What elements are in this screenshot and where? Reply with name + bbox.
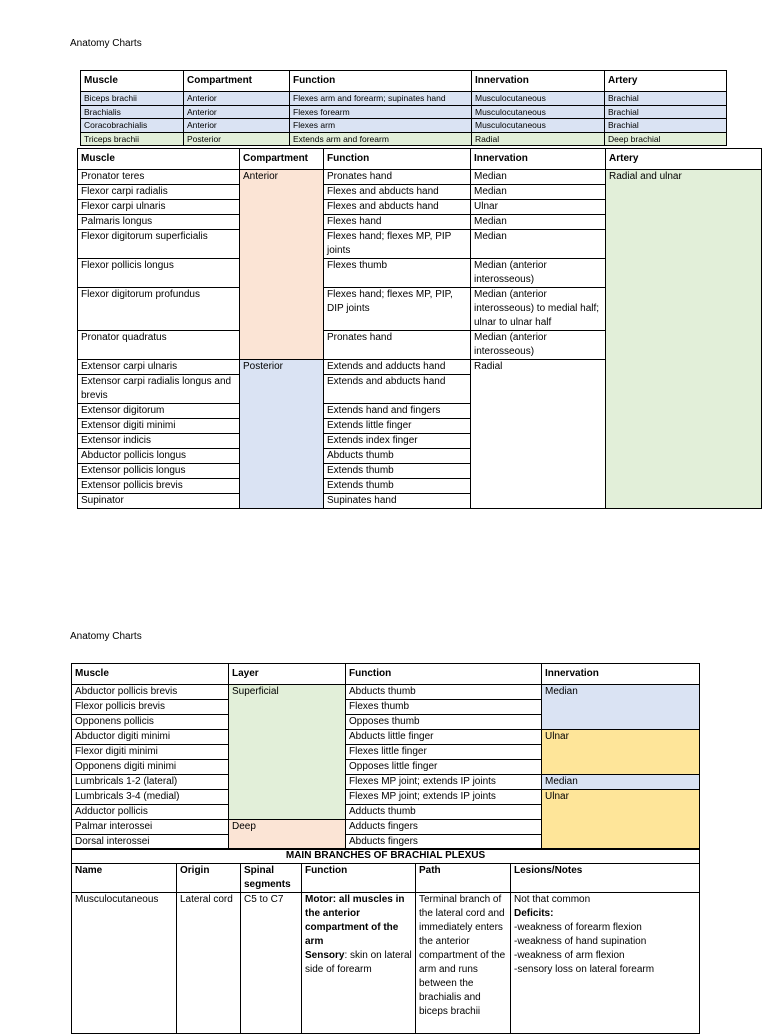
deficit-item: -sensory loss on lateral forearm: [514, 964, 655, 975]
cell-function: Abducts fingers: [346, 835, 542, 850]
cell-muscle: Palmaris longus: [78, 215, 240, 230]
cell-innervation: Median: [471, 185, 606, 200]
cell-function: Flexes MP joint; extends IP joints: [346, 775, 542, 790]
table-row: [72, 893, 700, 1034]
cell-segments: C5 to C7: [241, 893, 302, 1034]
cell: Musculocutaneous: [472, 119, 605, 133]
cell-innervation: Median: [471, 230, 606, 259]
cell: Flexes arm: [290, 119, 472, 133]
cell-function: Pronates hand: [324, 170, 471, 185]
cell: Musculocutaneous: [472, 105, 605, 119]
cell-function: Flexes and abducts hand: [324, 185, 471, 200]
header-function: Function: [290, 71, 472, 92]
cell: Coracobrachialis: [81, 119, 184, 133]
cell-muscle: Pronator quadratus: [78, 331, 240, 360]
header-origin: Origin: [177, 864, 241, 893]
cell-function: Extends index finger: [324, 434, 471, 449]
header-muscle: Muscle: [72, 664, 229, 685]
layer-deep: Deep: [229, 820, 346, 850]
header-name: Name: [72, 864, 177, 893]
header-compartment: Compartment: [240, 149, 324, 170]
compartment-anterior: Anterior: [240, 170, 324, 360]
cell-function: Motor: all muscles in the anterior compartment of the arm Sensory: skin on lateral side of forearm: [302, 893, 416, 1034]
artery-radial-ulnar: Radial and ulnar: [606, 170, 762, 509]
header-function: Function: [324, 149, 471, 170]
cell-muscle: Flexor pollicis longus: [78, 259, 240, 288]
header-path: Path: [416, 864, 511, 893]
table-row: [72, 685, 700, 700]
cell-muscle: Extensor carpi radialis longus and brevis: [78, 375, 240, 404]
forearm-muscles-table: [77, 148, 762, 509]
cell-muscle: Palmar interossei: [72, 820, 229, 835]
cell-innervation: Median: [471, 215, 606, 230]
table-row: [81, 105, 727, 119]
cell-function: Flexes hand: [324, 215, 471, 230]
cell: Anterior: [184, 119, 290, 133]
table-row: [72, 790, 700, 805]
table-header-row: [78, 149, 762, 170]
cell-muscle: Abductor pollicis brevis: [72, 685, 229, 700]
hand-muscles-table: [71, 663, 700, 850]
cell: Musculocutaneous: [472, 92, 605, 106]
cell-function: Adducts thumb: [346, 805, 542, 820]
notes-intro: Not that common: [514, 894, 591, 905]
cell-innervation: Median: [471, 170, 606, 185]
cell: Flexes arm and forearm; supinates hand: [290, 92, 472, 106]
cell-innervation: Median (anterior interosseous): [471, 259, 606, 288]
cell-function: Adducts fingers: [346, 820, 542, 835]
cell-muscle: Abductor pollicis longus: [78, 449, 240, 464]
cell-muscle: Flexor digitorum superficialis: [78, 230, 240, 259]
cell-path: Terminal branch of the lateral cord and immediately enters the anterior compartment of the arm and runs between the brachialis and biceps brachii: [416, 893, 511, 1034]
cell-muscle: Adductor pollicis: [72, 805, 229, 820]
cell-muscle: Extensor pollicis longus: [78, 464, 240, 479]
deficit-item: -weakness of arm flexion: [514, 950, 625, 961]
layer-superficial: Superficial: [229, 685, 346, 820]
cell-muscle: Flexor carpi radialis: [78, 185, 240, 200]
cell-function: Opposes little finger: [346, 760, 542, 775]
innervation-median: Median: [542, 685, 700, 730]
cell-notes: [511, 893, 700, 1034]
table-row: [72, 775, 700, 790]
header-artery: Artery: [606, 149, 762, 170]
header-innervation: Innervation: [472, 71, 605, 92]
cell-function: Opposes thumb: [346, 715, 542, 730]
motor-text: all muscles in the anterior compartment of the arm: [305, 894, 405, 947]
cell-muscle: Extensor digiti minimi: [78, 419, 240, 434]
cell: Posterior: [184, 132, 290, 146]
sensory-text: : skin on lateral side of forearm: [305, 950, 412, 975]
table-row: [72, 730, 700, 745]
motor-label: Motor: [305, 894, 333, 905]
cell-function: Flexes little finger: [346, 745, 542, 760]
cell: Brachial: [605, 119, 727, 133]
cell-function: Pronates hand: [324, 331, 471, 360]
cell-function: Extends thumb: [324, 479, 471, 494]
cell-function: Abducts little finger: [346, 730, 542, 745]
cell-muscle: Lumbricals 1-2 (lateral): [72, 775, 229, 790]
cell-muscle: Supinator: [78, 494, 240, 509]
plexus-title: MAIN BRANCHES OF BRACHIAL PLEXUS: [72, 849, 700, 864]
header-lesions-notes: Lesions/Notes: [511, 864, 700, 893]
header-innervation: Innervation: [471, 149, 606, 170]
cell-function: Extends hand and fingers: [324, 404, 471, 419]
cell-muscle: Opponens pollicis: [72, 715, 229, 730]
cell-origin: Lateral cord: [177, 893, 241, 1034]
plexus-title-row: [72, 849, 700, 864]
cell-muscle: Flexor carpi ulnaris: [78, 200, 240, 215]
cell: Brachial: [605, 105, 727, 119]
cell-muscle: Lumbricals 3-4 (medial): [72, 790, 229, 805]
header-function: Function: [302, 864, 416, 893]
cell-muscle: Dorsal interossei: [72, 835, 229, 850]
cell: Flexes forearm: [290, 105, 472, 119]
cell-function: Extends thumb: [324, 464, 471, 479]
cell: Deep brachial: [605, 132, 727, 146]
cell-function: Flexes hand; flexes MP, PIP joints: [324, 230, 471, 259]
table-row: [81, 119, 727, 133]
header-muscle: Muscle: [78, 149, 240, 170]
cell-muscle: Flexor digitorum profundus: [78, 288, 240, 331]
header-spinal-segments: Spinal segments: [241, 864, 302, 893]
cell-function: Abducts thumb: [346, 685, 542, 700]
sensory-label: Sensory: [305, 950, 345, 961]
table-row: [78, 170, 762, 185]
cell: Anterior: [184, 92, 290, 106]
cell: Extends arm and forearm: [290, 132, 472, 146]
cell-muscle: Extensor indicis: [78, 434, 240, 449]
page-title: Anatomy Charts: [70, 631, 142, 642]
cell-muscle: Pronator teres: [78, 170, 240, 185]
cell-function: Flexes hand; flexes MP, PIP, DIP joints: [324, 288, 471, 331]
cell-function: Extends and abducts hand: [324, 375, 471, 404]
cell: Anterior: [184, 105, 290, 119]
cell-name: Musculocutaneous: [72, 893, 177, 1034]
compartment-posterior: Posterior: [240, 360, 324, 509]
cell-function: Extends little finger: [324, 419, 471, 434]
upper-arm-muscles-table: [80, 70, 727, 146]
deficit-item: -weakness of forearm flexion: [514, 922, 642, 933]
table-header-row: [72, 664, 700, 685]
deficits-label: Deficits:: [514, 908, 554, 919]
cell-muscle: Extensor carpi ulnaris: [78, 360, 240, 375]
cell-muscle: Extensor pollicis brevis: [78, 479, 240, 494]
cell: Biceps brachii: [81, 92, 184, 106]
cell: Triceps brachii: [81, 132, 184, 146]
table-header-row: [81, 71, 727, 92]
cell-muscle: Abductor digiti minimi: [72, 730, 229, 745]
cell-innervation: Ulnar: [471, 200, 606, 215]
cell-muscle: Flexor pollicis brevis: [72, 700, 229, 715]
header-innervation: Innervation: [542, 664, 700, 685]
innervation-ulnar: Ulnar: [542, 730, 700, 775]
cell-function: Abducts thumb: [324, 449, 471, 464]
cell-innervation: Median (anterior interosseous) to medial half; ulnar to ulnar half: [471, 288, 606, 331]
cell-function: Flexes thumb: [346, 700, 542, 715]
brachial-plexus-table: [71, 848, 700, 1034]
cell: Brachialis: [81, 105, 184, 119]
cell-muscle: Extensor digitorum: [78, 404, 240, 419]
header-function: Function: [346, 664, 542, 685]
cell-innervation-radial: Radial: [471, 360, 606, 509]
cell-function: Flexes thumb: [324, 259, 471, 288]
deficit-item: -weakness of hand supination: [514, 936, 647, 947]
cell-muscle: Flexor digiti minimi: [72, 745, 229, 760]
cell-function: Flexes MP joint; extends IP joints: [346, 790, 542, 805]
innervation-median: Median: [542, 775, 700, 790]
cell-innervation: Median (anterior interosseous): [471, 331, 606, 360]
header-muscle: Muscle: [81, 71, 184, 92]
page-title: Anatomy Charts: [70, 38, 142, 49]
cell-function: Flexes and abducts hand: [324, 200, 471, 215]
cell-function: Extends and adducts hand: [324, 360, 471, 375]
header-compartment: Compartment: [184, 71, 290, 92]
table-header-row: [72, 864, 700, 893]
cell-muscle: Opponens digiti minimi: [72, 760, 229, 775]
cell: Brachial: [605, 92, 727, 106]
innervation-ulnar: Ulnar: [542, 790, 700, 850]
header-artery: Artery: [605, 71, 727, 92]
header-layer: Layer: [229, 664, 346, 685]
cell: Radial: [472, 132, 605, 146]
table-row: [81, 132, 727, 146]
cell-function: Supinates hand: [324, 494, 471, 509]
table-row: [81, 92, 727, 106]
